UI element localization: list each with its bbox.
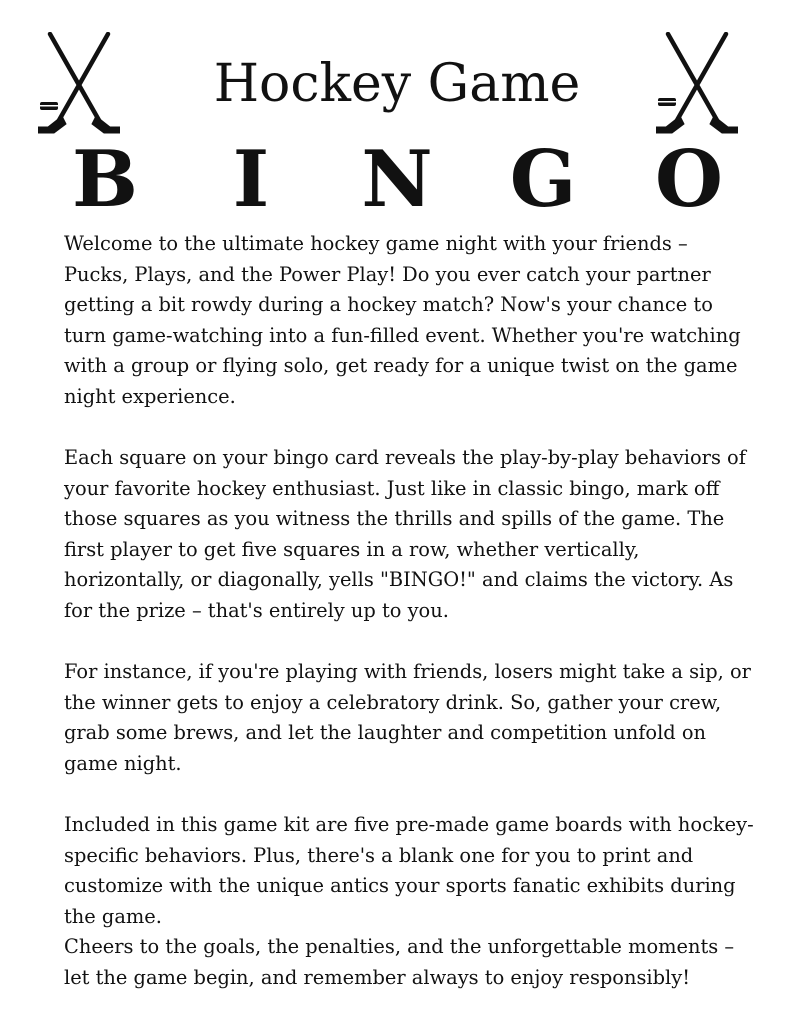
closing-paragraph: Cheers to the goals, the penalties, and the unforgettable moments – let the game begin, and remember always to enjoy responsibly! xyxy=(64,935,735,989)
bingo-letter-i: I xyxy=(232,134,270,225)
bingo-letter-n: N xyxy=(361,134,433,225)
bingo-letter-g: G xyxy=(509,134,577,225)
bingo-letter-b: B xyxy=(72,134,138,225)
instructions-body xyxy=(64,229,754,993)
kit-contents-paragraph: Included in this game kit are five pre-made game boards with hockey-specific behaviors. Plus, there's a blank one for you to print and customize with the unique antics your sports fanatic exhibits during the game. xyxy=(64,813,754,928)
intro-paragraph: Welcome to the ultimate hockey game night with your friends – Pucks, Plays, and the Power Play! Do you ever catch your partner getting a bit rowdy during a hockey match? Now's your chance to turn game-watching into a fun-filled event. Whether you're watching with a group or flying solo, get ready for a unique twist on the game night experience. xyxy=(64,232,741,408)
bingo-heading xyxy=(60,134,734,226)
prize-paragraph: For instance, if you're playing with friends, losers might take a sip, or the winner gets to enjoy a celebratory drink. So, gather your crew, grab some brews, and let the laughter and competition unfold on game night. xyxy=(64,660,751,775)
page-title: Hockey Game xyxy=(213,54,581,114)
rules-paragraph: Each square on your bingo card reveals the play-by-play behaviors of your favorite hockey enthusiast. Just like in classic bingo, mark off those squares as you witness the thrills and spills of the game. The first player to get five squares in a row, whether vertically, horizontally, or diagonally, yells "BINGO!" and claims the victory. As for the prize – that's entirely up to you. xyxy=(64,446,746,622)
bingo-letter-o: O xyxy=(655,134,723,225)
